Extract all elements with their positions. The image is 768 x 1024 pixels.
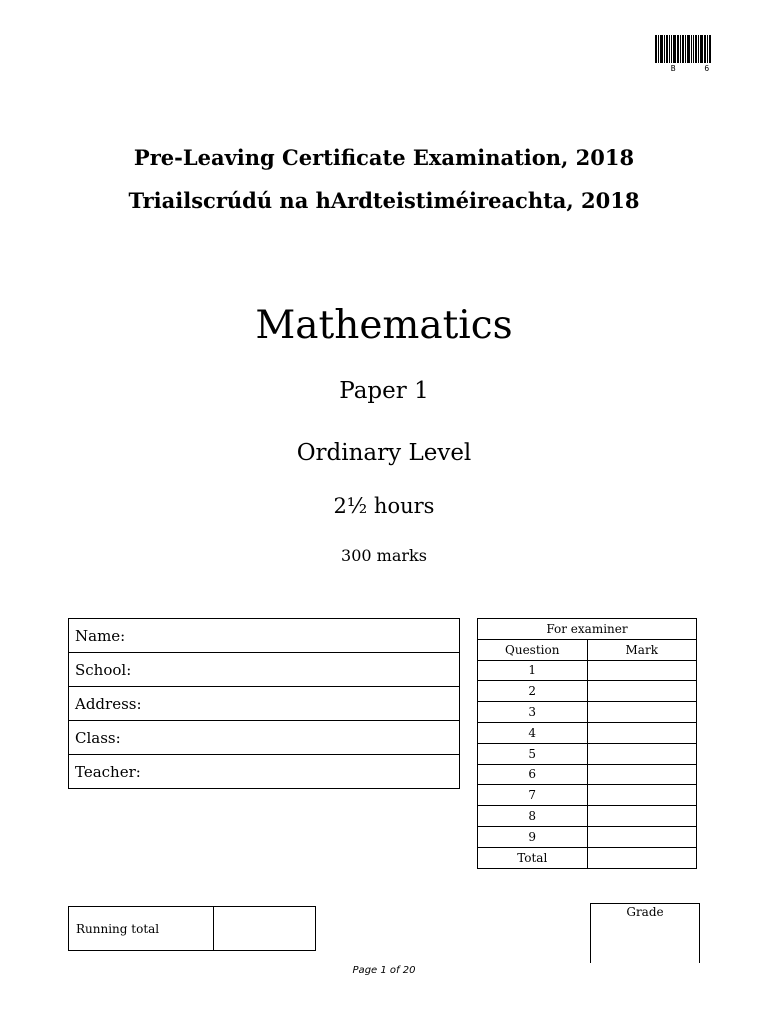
examiner-heading: For examiner [478, 619, 697, 640]
running-total-table [68, 906, 316, 951]
question-column-header: Question [478, 639, 588, 660]
candidate-name-field[interactable]: Name: [69, 619, 460, 653]
candidate-teacher-field[interactable]: Teacher: [69, 755, 460, 789]
exam-total-marks: 300 marks [341, 546, 427, 565]
question-number: 2 [478, 681, 588, 702]
running-total-label: Running total [69, 907, 214, 951]
examiner-marks-table [477, 618, 697, 869]
exam-title-irish: Triailscrúdú na hArdteistiméireachta, 2018 [128, 188, 640, 213]
mark-cell[interactable] [587, 785, 697, 806]
grade-box[interactable] [590, 903, 700, 963]
mark-cell[interactable] [587, 764, 697, 785]
mark-cell[interactable] [587, 826, 697, 847]
subject-title: Mathematics [255, 303, 513, 348]
grade-label: Grade [626, 905, 664, 919]
paper-number: Paper 1 [339, 378, 429, 404]
question-number: 4 [478, 722, 588, 743]
running-total-cell[interactable] [214, 907, 316, 951]
mark-cell[interactable] [587, 660, 697, 681]
question-number: 8 [478, 806, 588, 827]
candidate-details-table [68, 618, 460, 789]
page-number: Page 1 of 20 [352, 965, 416, 976]
barcode-bars [655, 35, 725, 63]
question-number: 5 [478, 743, 588, 764]
mark-cell[interactable] [587, 722, 697, 743]
exam-title-english: Pre-Leaving Certificate Examination, 2018 [133, 145, 635, 170]
mark-cell[interactable] [587, 743, 697, 764]
question-number: 7 [478, 785, 588, 806]
mark-cell[interactable] [587, 702, 697, 723]
question-number: 6 [478, 764, 588, 785]
barcode-text: B 6 [670, 64, 722, 73]
candidate-address-field[interactable]: Address: [69, 687, 460, 721]
question-number: 3 [478, 702, 588, 723]
mark-column-header: Mark [587, 639, 697, 660]
total-label: Total [478, 847, 588, 868]
question-number: 9 [478, 826, 588, 847]
candidate-school-field[interactable]: School: [69, 653, 460, 687]
candidate-class-field[interactable]: Class: [69, 721, 460, 755]
mark-cell[interactable] [587, 806, 697, 827]
question-number: 1 [478, 660, 588, 681]
exam-level: Ordinary Level [296, 440, 472, 466]
mark-cell[interactable] [587, 681, 697, 702]
barcode [655, 35, 725, 75]
exam-duration: 2½ hours [333, 494, 435, 518]
total-mark-cell[interactable] [587, 847, 697, 868]
